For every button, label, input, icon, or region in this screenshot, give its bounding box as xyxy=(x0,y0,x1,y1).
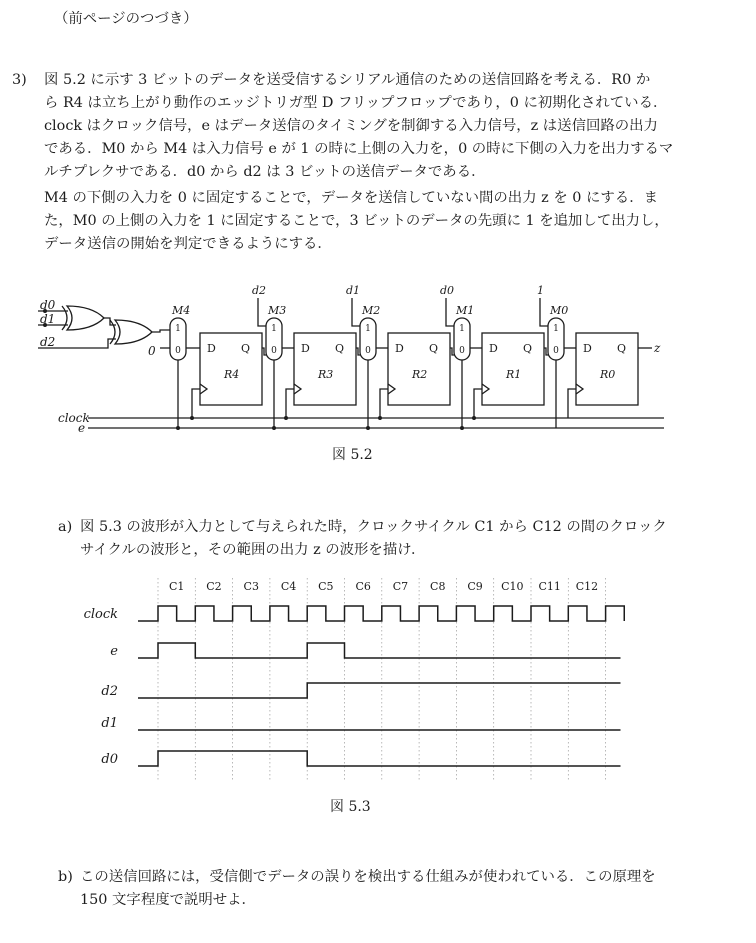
mux-bit: 1 xyxy=(271,324,277,334)
signal-label: clock xyxy=(83,607,118,622)
cycle-label: C5 xyxy=(318,580,334,593)
cycle-label: C10 xyxy=(501,580,524,593)
mux-bit: 1 xyxy=(459,324,465,334)
problem-line-5: ルチプレクサである．d0 から d2 は 3 ビットの送信データである． xyxy=(44,164,486,180)
question-b-label: b) xyxy=(58,869,73,885)
cycle-label: C4 xyxy=(280,580,297,593)
problem-line-7: た，M0 の上側の入力を 1 に固定することで，3 ビットのデータの先頭に 1 を追加して出力し， xyxy=(44,213,669,229)
input-d1-label: d1 xyxy=(40,312,56,326)
cycle-label: C2 xyxy=(206,580,222,593)
problem-line-8: データ送信の開始を判定できるようにする． xyxy=(44,236,332,252)
problem-line-4: である．M0 から M4 は入力信号 e が 1 の時に上側の入力を，0 の時に下側の入力を出力するマ xyxy=(44,141,674,157)
ff-d-label: D xyxy=(301,342,310,355)
register-r4-label: R4 xyxy=(224,368,240,381)
ff-q-label: Q xyxy=(429,342,439,355)
question-b-line-1: この送信回路には，受信側でデータの誤りを検出する仕組みが使われている．この原理を xyxy=(80,869,656,885)
cycle-label: C12 xyxy=(575,580,599,593)
register-r2-label: R2 xyxy=(412,368,428,381)
waveform-e xyxy=(138,643,621,658)
e-label: e xyxy=(78,421,86,435)
problem-line-6: M4 の下側の入力を 0 に固定することで，データを送信していない間の出力 z を 0 にする．ま xyxy=(44,190,658,206)
mux-m2-label: M2 xyxy=(362,304,381,317)
zero-label: 0 xyxy=(148,344,156,358)
cycle-label: C6 xyxy=(355,580,371,593)
mux-m4-label: M4 xyxy=(172,304,191,317)
signal-label: d2 xyxy=(101,684,118,699)
problem-line-2: ら R4 は立ち上がり動作のエッジトリガ型 D フリップフロップであり，0 に初期化されている． xyxy=(44,95,668,111)
ff-d-label: D xyxy=(395,342,404,355)
question-a-line-1: 図 5.3 の波形が入力として与えられた時，クロックサイクル C1 から C12 の間のクロック xyxy=(80,519,667,535)
cycle-label: C1 xyxy=(168,580,185,593)
waveform-d0 xyxy=(138,751,621,766)
ff-q-label: Q xyxy=(241,342,251,355)
ff-q-label: Q xyxy=(335,342,345,355)
mux-bit: 1 xyxy=(553,324,559,334)
question-a-line-2: サイクルの波形と，その範囲の出力 z の波形を描け． xyxy=(80,542,426,558)
signal-label: d1 xyxy=(101,716,118,731)
mux-bit: 0 xyxy=(553,346,559,356)
ff-d-label: D xyxy=(489,342,498,355)
mux-m2-input-label: d1 xyxy=(346,284,361,297)
register-r1-label: R1 xyxy=(506,368,522,381)
problem-line-1: 図 5.2 に示す 3 ビットのデータを送受信するシリアル通信のための送信回路を考える．R0 か xyxy=(44,72,651,88)
register-r0-label: R0 xyxy=(600,368,616,381)
mux-bit: 1 xyxy=(175,324,181,334)
input-d2-label: d2 xyxy=(40,335,56,349)
mux-bit: 0 xyxy=(459,346,465,356)
figure-5-3-caption: 図 5.3 xyxy=(330,799,371,815)
signal-label: d0 xyxy=(101,752,118,767)
mux-bit: 1 xyxy=(365,324,371,334)
cycle-label: C8 xyxy=(430,580,446,593)
mux-m3-label: M3 xyxy=(268,304,287,317)
ff-d-label: D xyxy=(583,342,592,355)
waveform-d2 xyxy=(138,683,621,698)
problem-line-3: clock はクロック信号，e はデータ送信のタイミングを制御する入力信号，z は送信回路の出力 xyxy=(44,118,658,134)
input-d0-label: d0 xyxy=(40,298,56,312)
cycle-label: C9 xyxy=(467,580,483,593)
mux-m1-input-label: d0 xyxy=(440,284,455,297)
mux-bit: 0 xyxy=(175,346,181,356)
ff-q-label: Q xyxy=(523,342,533,355)
mux-bit: 0 xyxy=(365,346,371,356)
mux-m3-input-label: d2 xyxy=(252,284,267,297)
ff-d-label: D xyxy=(207,342,216,355)
problem-number: 3) xyxy=(12,72,27,88)
register-r3-label: R3 xyxy=(318,368,334,381)
output-z-label: z xyxy=(654,341,661,355)
signal-label: e xyxy=(110,644,118,659)
cycle-label: C3 xyxy=(243,580,259,593)
cycle-label: C11 xyxy=(538,580,561,593)
question-a-label: a) xyxy=(58,519,73,535)
waveform-clock xyxy=(138,606,624,621)
const-one-label: 1 xyxy=(537,284,544,297)
figure-5-2-caption: 図 5.2 xyxy=(332,447,373,463)
mux-bit: 0 xyxy=(271,346,277,356)
mux-m0-label: M0 xyxy=(550,304,569,317)
cycle-label: C7 xyxy=(392,580,409,593)
clock-label: clock xyxy=(58,411,90,425)
ff-q-label: Q xyxy=(617,342,627,355)
mux-m1-label: M1 xyxy=(456,304,475,317)
question-b-line-2: 150 文字程度で説明せよ． xyxy=(80,892,256,908)
continuation-note: （前ページのつづき） xyxy=(54,11,198,27)
